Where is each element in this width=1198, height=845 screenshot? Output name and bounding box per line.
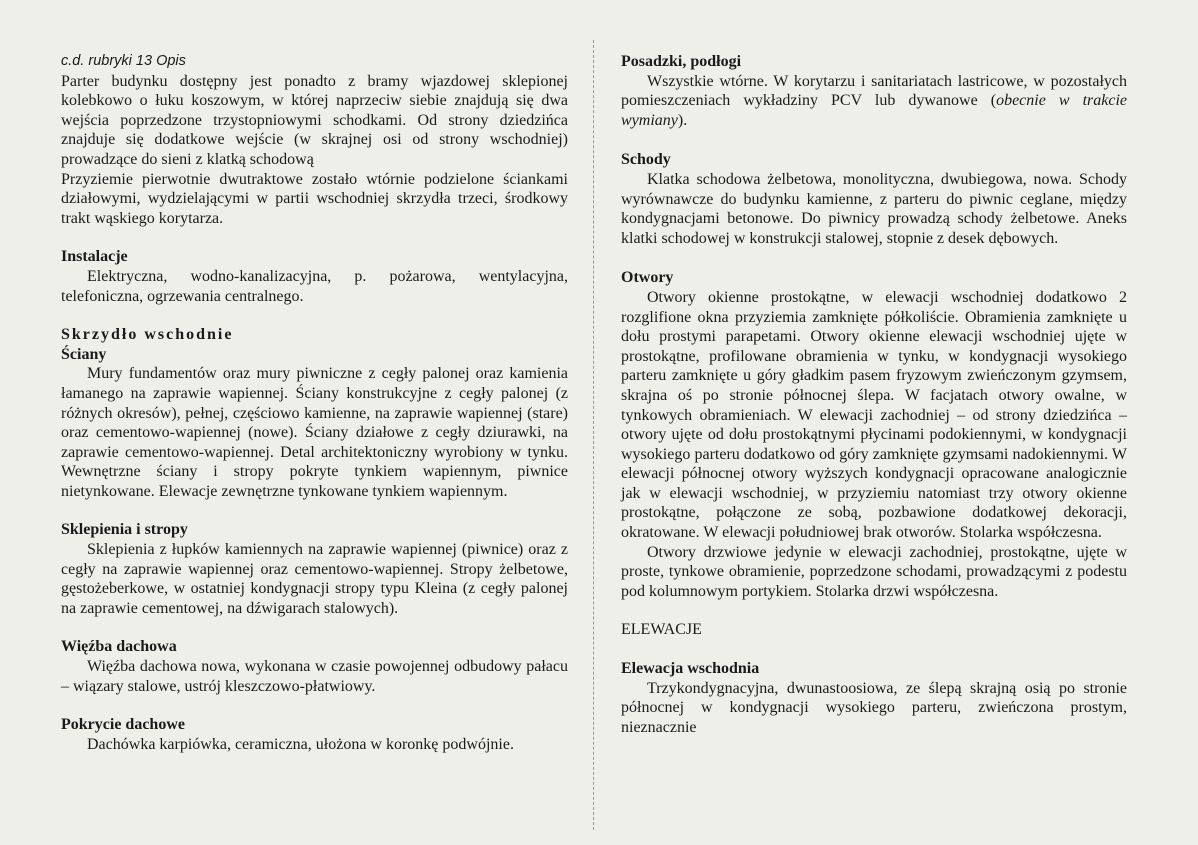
otwory-text-1: Otwory okienne prostokątne, w elewacji wschodniej dodatkowo 2 rozglifione okna przyziemia zamknięte półkoliście. Obramienia zamknięte u dołu prostymi parapetami. Otwory okienne elewacji wschodniej ujęte w prostokątne, profilowane obramienia w tynku, w kondygnacji wysokiego parteru zamknięte u góry gładkim pasem fryzowym zwieńczonym gzymsem, skrajna oś po stronie północnej ślepa. W facjatach otwory owalne, w tynkowych obramieniach. W elewacji zachodniej – od strony dziedzińca – otwory ujęte od dołu prostokątnymi płycinami podokiennymi, w kondygnacji wysokiego parteru dodatkowo od góry zamknięte gzymsami nadokiennymi. W elewacji północnej otwory wyższych kondygnacji opracowane analogicznie jak w elewacji wschodniej, w przyziemiu natomiast trzy otwory okienne prostokątne, połączone ze sobą, pozbawione dodatkowej dekoracji, okratowane. W elewacji południowej brak otworów. Stolarka współczesna. (621, 288, 1127, 542)
sciany-heading: Ściany (61, 345, 107, 363)
column-divider (593, 40, 595, 830)
sciany-text: Mury fundamentów oraz mury piwniczne z cegły palonej oraz kamienia łamanego na zaprawie wapiennej. Ściany konstrukcyjne z cegły palonej (z różnych okresów), pełnej, częściowo kamienne, na zaprawie wapiennej (stare) oraz cementowo-wapiennej (nowe). Ściany działowe z cegły dziurawki, na zaprawie cementowo-wapiennej. Detal architektoniczny wyrobiony w tynku. Wewnętrzne ściany i stropy pokryte tynkiem wapiennym, piwnice nietynkowane. Elewacje zewnętrzne tynkowane tynkiem wapiennym. (61, 365, 568, 500)
continuation-header: c.d. rubryki 13 Opis (61, 53, 186, 69)
sklepienia-text: Sklepienia z łupków kamiennych na zaprawie wapiennej (piwnice) oraz z cegły na zaprawie wapiennej oraz cementowo-wapiennej. Stropy żelbetowe, gęstożeberkowe, w ostatniej kondygnacji stropy typu Kleina (z cegły palonej na zaprawie cementowej, na dźwigarach stalowych). (61, 541, 568, 617)
posadzki-text-end: ). (677, 111, 688, 129)
schody-heading: Schody (621, 151, 671, 169)
elewacja-wschodnia-text: Trzykondygnacyjna, dwunastoosiowa, ze ślepą skrajną osią po stronie północnej w kondygnacji wysokiego parteru, zwieńczona prostym, nieznacznie (621, 679, 1127, 736)
right-column (621, 52, 1127, 737)
pokrycie-text: Dachówka karpiówka, ceramiczna, ułożona w koronkę podwójnie. (87, 735, 514, 753)
schody-text: Klatka schodowa żelbetowa, monolityczna, dwubiegowa, nowa. Schody wyrównawcze do budynku kamienne, z parteru do piwnic ceglane, między kondygnacjami betonowe. Do piwnicy prowadzą schody żelbetowe. Aneks klatki schodowej w konstrukcji stalowej, stopnie z desek dębowych. (621, 170, 1127, 247)
skrzydlo-heading: Skrzydło wschodnie (61, 326, 234, 344)
posadzki-heading: Posadzki, podłogi (621, 53, 742, 70)
elewacje-heading: ELEWACJE (621, 621, 702, 639)
posadzki-text (621, 72, 1127, 131)
otwory-text-2: Otwory drzwiowe jedynie w elewacji zachodniej, prostokątne, ujęte w proste, tynkowe obramienie, poprzedzone schodami, prowadzącymi z podestu pod kolumnowym portykiem. Stolarka drzwi współczesna. (621, 543, 1127, 600)
intro-paragraph-2: Przyziemie pierwotnie dwutraktowe zostało wtórnie podzielone ściankami działowymi, wydzielającymi w partii wschodniej skrzydła trzeci, środkowy trakt wąskiego korytarza. (61, 170, 568, 227)
instalacje-heading: Instalacje (61, 248, 128, 266)
wiezba-heading: Więźba dachowa (61, 638, 177, 656)
instalacje-text: Elektryczna, wodno-kanalizacyjna, p. pożarowa, wentylacyjna, telefoniczna, ogrzewania centralnego. (61, 267, 568, 305)
sklepienia-heading: Sklepienia i stropy (61, 521, 188, 539)
left-column (61, 52, 568, 754)
posadzki-text-main: Wszystkie wtórne. W korytarzu i sanitariatach lastricowe, w pozostałych pomieszczeniach wykładziny PCV lub dywanowe ( (621, 72, 1127, 110)
pokrycie-heading: Pokrycie dachowe (61, 716, 185, 734)
posadzki-text-italic: obecnie w trakcie wymiany (621, 92, 1128, 129)
intro-paragraph-1: Parter budynku dostępny jest ponadto z bramy wjazdowej sklepionej kolebkowo o łuku koszowym, w której naprzeciw siebie znajdują się dwa wejścia poprzedzone trzystopniowymi schodkami. Od strony dziedzińca znajduje się dodatkowe wejście (w skrajnej osi od strony wschodniej) prowadzące do sieni z klatką schodową (61, 72, 568, 168)
elewacja-wschodnia-heading: Elewacja wschodnia (621, 660, 760, 678)
wiezba-text: Więźba dachowa nowa, wykonana w czasie powojennej odbudowy pałacu – wiązary stalowe, ustrój kleszczowo-płatwiowy. (61, 658, 568, 695)
otwory-heading: Otwory (621, 269, 674, 287)
